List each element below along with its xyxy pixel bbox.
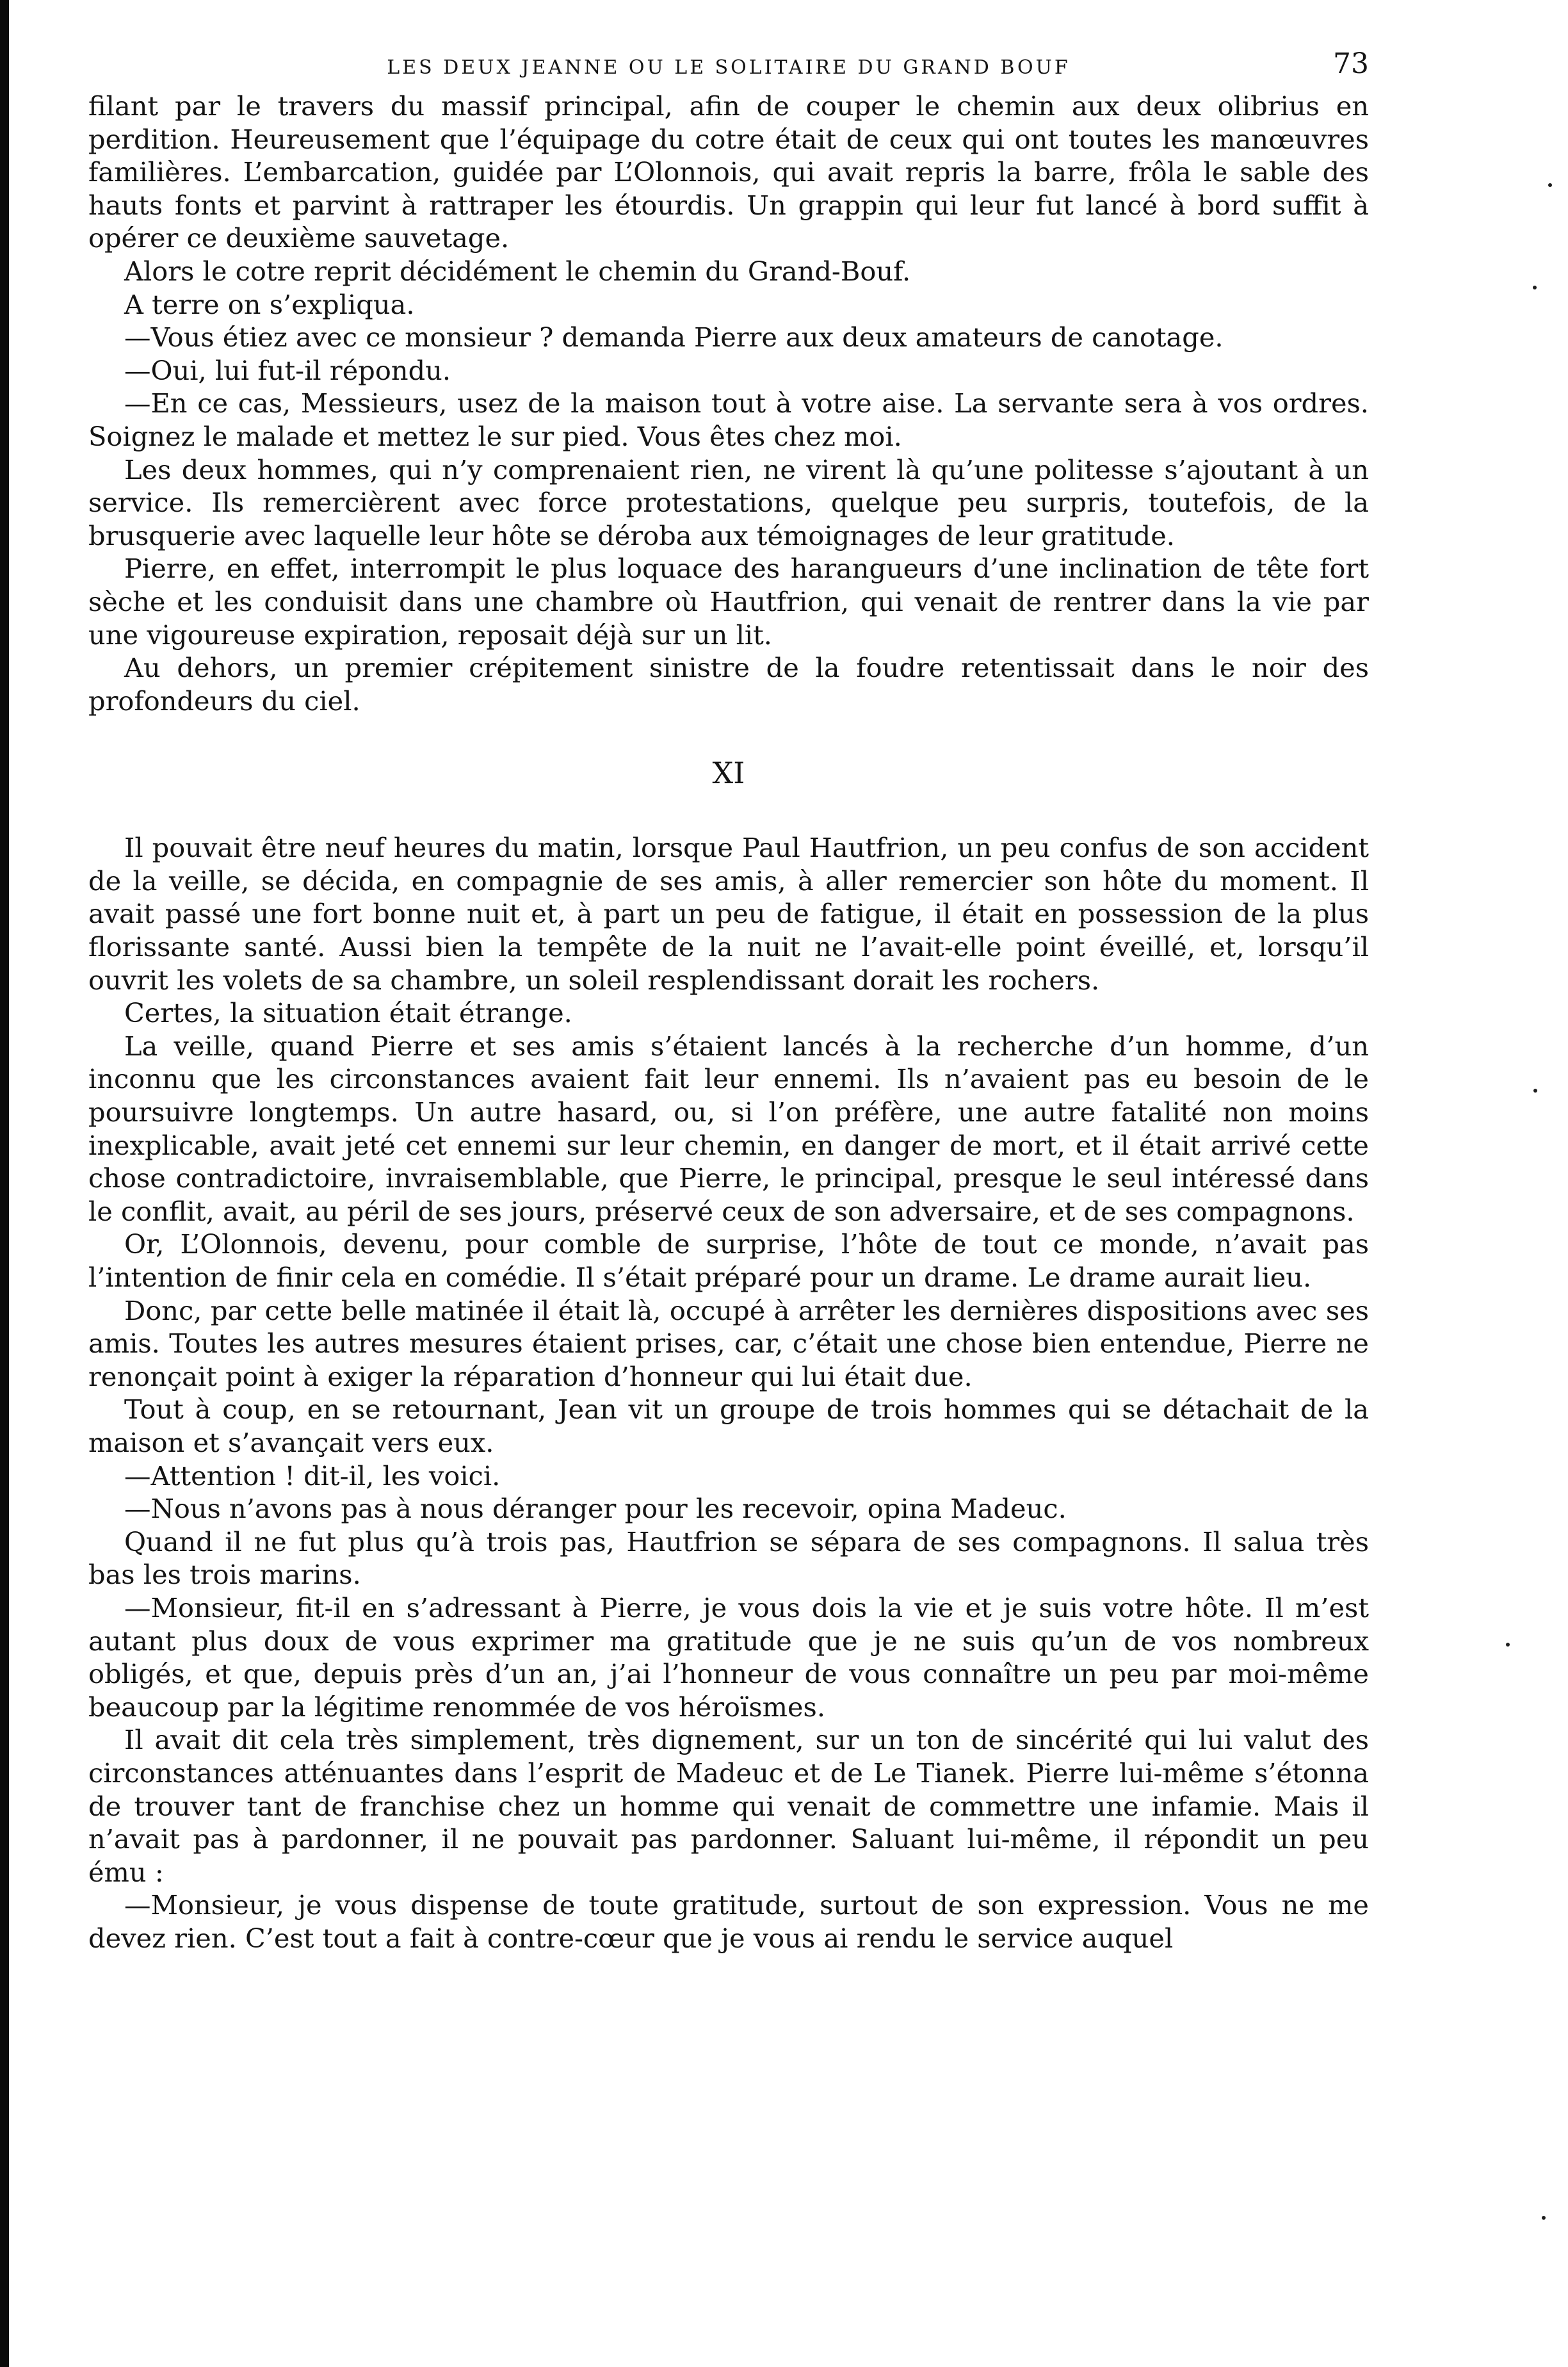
paragraph: A terre on s’expliqua. bbox=[124, 288, 415, 320]
dialogue-line: —Attention ! dit-il, les voici. bbox=[124, 1460, 501, 1492]
paragraph: La veille, quand Pierre et ses amis s’étaient lancés à la recherche d’un homme, d’un inconnu que les circonstances avaient fait leur ennemi. Ils n’avaient pas eu besoin de le poursuivre longtemps. Un autre hasard, ou, si l’on préfère, une autre fatalité non moins inexplicable, avait jeté cet ennemi sur leur chemin, en danger de mort, et il était arrivé cette chose contradictoire, invraisemblable, que Pierre, le principal, presque le seul intéressé dans le conflit, avait, au péril de ses jours, préservé ceux de son adversaire, et de ses compagnons. bbox=[88, 1030, 1369, 1227]
print-speck bbox=[1533, 1089, 1537, 1093]
dialogue-line: —Oui, lui fut-il répondu. bbox=[124, 354, 451, 386]
print-speck bbox=[1548, 183, 1552, 187]
paragraph: Il pouvait être neuf heures du matin, lorsque Paul Hautfrion, un peu confus de son accident de la veille, se décida, en compagnie de ses amis, à aller remercier son hôte du moment. Il avait passé une fort bonne nuit et, à part un peu de fatigue, il était en possession de la plus florissante santé. Aussi bien la tempête de la nuit ne l’avait-elle point éveillé, et, lorsqu’il ouvrit les volets de sa chambre, un soleil resplendissant dorait les rochers. bbox=[88, 832, 1369, 996]
paragraph: Alors le cotre reprit décidément le chemin du Grand-Bouf. bbox=[124, 255, 911, 287]
dialogue-line: —Vous étiez avec ce monsieur ? demanda Pierre aux deux amateurs de canotage. bbox=[124, 321, 1224, 354]
print-speck bbox=[1506, 1643, 1510, 1647]
paragraph: Quand il ne fut plus qu’à trois pas, Hautfrion se sépara de ses compagnons. Il salua très bas les trois marins. bbox=[88, 1525, 1369, 1591]
section-one bbox=[88, 90, 1369, 717]
paragraph: Pierre, en effet, interrompit le plus loquace des harangueurs d’une inclination de tête fort sèche et les conduisit dans une chambre où Hautfrion, qui venait de rentrer dans la vie par une vigoureuse expiration, reposait déjà sur un lit. bbox=[88, 553, 1369, 651]
dialogue-line: —Monsieur, fit-il en s’adressant à Pierre, je vous dois la vie et je suis votre hôte. Il m’est autant plus doux de vous exprimer ma gratitude que je ne suis qu’un de vos nombreux obligés, et que, depuis près d’un an, j’ai l’honneur de vous connaître un peu par moi-même beaucoup par la légitime renommée de vos héroïsmes. bbox=[88, 1591, 1369, 1723]
running-head bbox=[88, 38, 1369, 90]
dialogue-line: —Monsieur, je vous dispense de toute gratitude, surtout de son expression. Vous ne me devez rien. C’est tout a fait à contre-cœur que je vous ai rendu le service auquel bbox=[88, 1889, 1369, 1954]
dialogue-line: —En ce cas, Messieurs, usez de la maison tout à votre aise. La servante sera à vos ordres. Soignez le malade et mettez le sur pied. Vous êtes chez moi. bbox=[88, 387, 1369, 452]
paragraph: Tout à coup, en se retournant, Jean vit un groupe de trois hommes qui se détachait de la maison et s’avançait vers eux. bbox=[88, 1394, 1369, 1458]
paragraph: Au dehors, un premier crépitement sinistre de la foudre retentissait dans le noir des profondeurs du ciel. bbox=[88, 652, 1369, 717]
paragraph: Donc, par cette belle matinée il était là, occupé à arrêter les dernières dispositions avec ses amis. Toutes les autres mesures étaient prises, car, c’était une chose bien entendue, Pierre ne renonçait point à exiger la réparation d’honneur qui lui était due. bbox=[88, 1294, 1369, 1392]
book-page bbox=[88, 38, 1369, 1955]
page-binding-edge bbox=[0, 0, 9, 2367]
dialogue-line: —Nous n’avons pas à nous déranger pour les recevoir, opina Madeuc. bbox=[124, 1493, 1067, 1525]
paragraph: Certes, la situation était étrange. bbox=[124, 997, 572, 1029]
running-title: LES DEUX JEANNE OU LE SOLITAIRE DU GRAND BOUF bbox=[387, 56, 1071, 79]
paragraph: Les deux hommes, qui n’y comprenaient rien, ne virent là qu’une politesse s’ajoutant à un service. Ils remercièrent avec force protestations, quelque peu surpris, toutefois, de la brusquerie avec laquelle leur hôte se déroba aux témoignages de leur gratitude. bbox=[88, 453, 1369, 551]
paragraph: Or, L’Olonnois, devenu, pour comble de surprise, l’hôte de tout ce monde, n’avait pas l’intention de finir cela en comédie. Il s’était préparé pour un drame. Le drame aurait lieu. bbox=[88, 1228, 1369, 1293]
paragraph: Il avait dit cela très simplement, très dignement, sur un ton de sincérité qui lui valut des circonstances atténuantes dans l’esprit de Madeuc et de Le Tianek. Pierre lui-même s’étonna de trouver tant de franchise chez un homme qui venait de commettre une infamie. Mais il n’avait pas à pardonner, il ne pouvait pas pardonner. Saluant lui-même, il répondit un peu ému : bbox=[88, 1724, 1369, 1888]
print-speck bbox=[1533, 286, 1537, 289]
paragraph-continuation: filant par le travers du massif principal, afin de couper le chemin aux deux olibrius en perdition. Heureusement que l’équipage du cotre était de ceux qui ont toutes les manœuvres familières. L’embarcation, guidée par L’Olonnois, qui avait repris la barre, frôla le sable des hauts fonts et parvint à rattraper les étourdis. Un grappin qui leur fut lancé à bord suffit à opérer ce deuxième sauvetage. bbox=[88, 90, 1369, 254]
page-number: 73 bbox=[1333, 47, 1369, 80]
print-speck bbox=[1542, 2216, 1546, 2220]
chapter-heading: XI bbox=[712, 756, 745, 791]
section-two bbox=[88, 831, 1369, 1955]
